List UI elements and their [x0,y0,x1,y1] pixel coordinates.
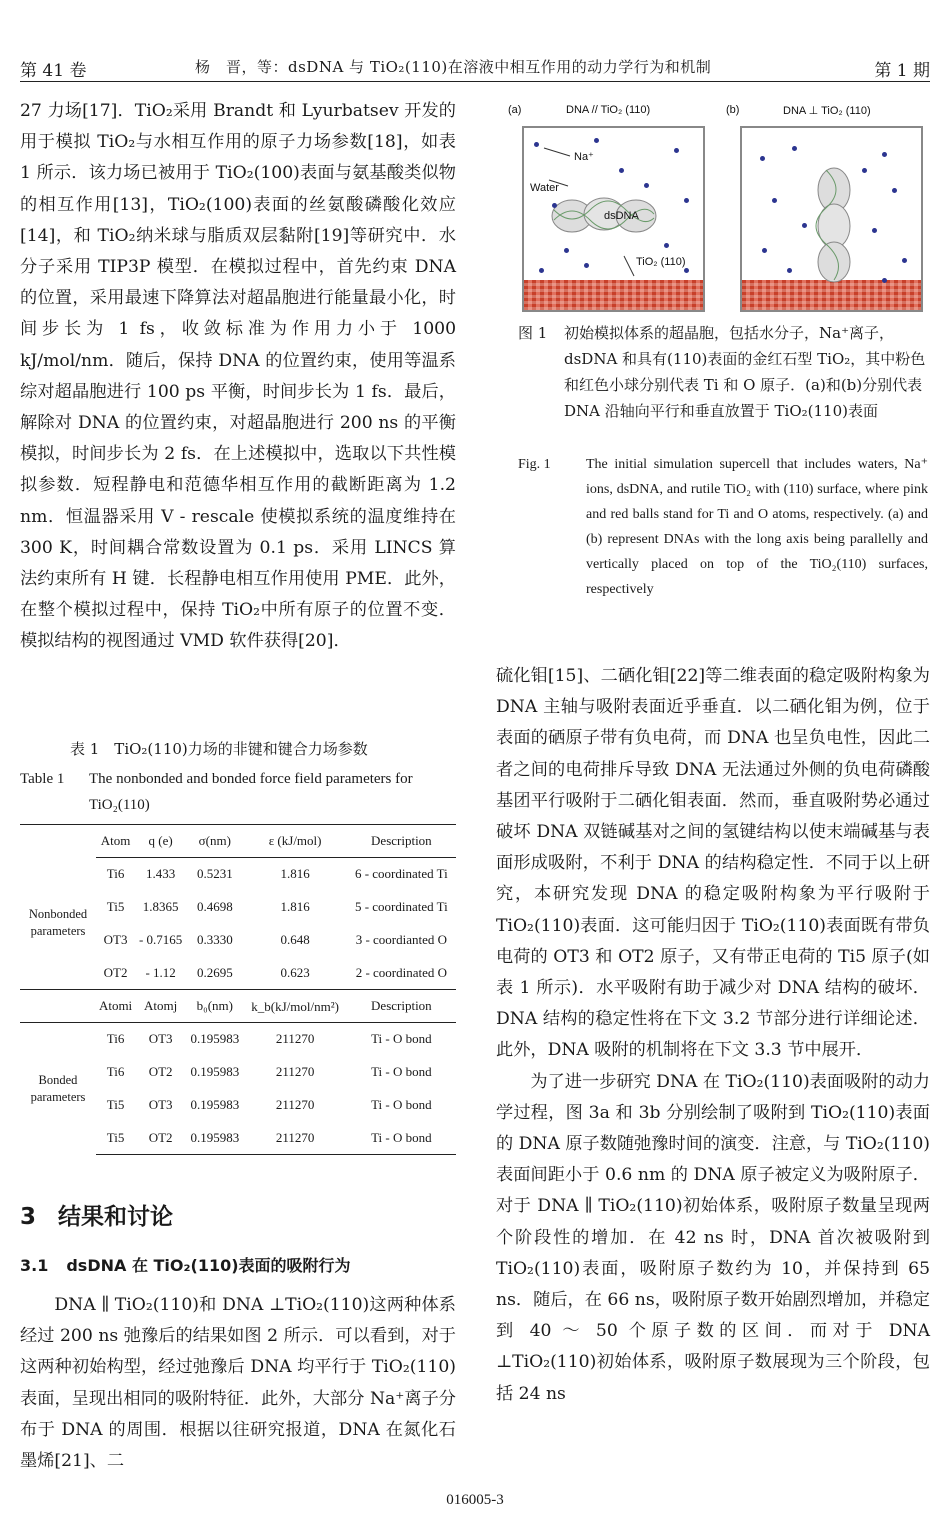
panel-a-label: (a) [508,104,522,116]
table-cell: Ti5 [106,899,125,914]
table-cell: Ti6 [96,1023,135,1056]
panel-a-title: DNA // TiO₂ (110) [566,104,651,116]
col-header: k_b(kJ/mol/nm²) [244,990,347,1023]
figure-caption-cn [518,320,928,424]
page-number: 016005-3 [446,1492,504,1508]
tio2-label: TiO₂ (110) [636,256,686,268]
water-label: Water [530,182,559,194]
col-header: Atomi [96,990,135,1023]
table-cell: 0.5231 [186,858,243,891]
table-cell: 0.648 [280,932,310,947]
volume-label: 第 41 卷 [20,61,87,81]
table-cell: 211270 [244,1122,347,1155]
table-cell: Ti6 [106,1064,125,1079]
table-header-row [20,825,456,858]
table-cell: 211270 [275,1064,315,1079]
panel-a [522,126,705,312]
col-header: Atomj [135,990,186,1023]
subsection-title: dsDNA 在 TiO₂(110)表面的吸附行为 [66,1256,351,1275]
table-cell: Ti6 [96,858,135,891]
subsection-heading [20,1253,351,1276]
section-title: 结果和讨论 [58,1204,174,1230]
panel-b-label: (b) [726,104,740,116]
table-cell: Ti - O bond [371,1097,432,1112]
table-cell: 1.816 [244,858,347,891]
figure-caption-text: 初始模拟体系的超晶胞，包括水分子，Na⁺离子，dsDNA 和具有(110)表面的金红石型 TiO₂，其中粉色和红色小球分别代表 Ti 和 O 原子．(a)和(b)分别代表 DNA 沿轴向平行和垂直放置于 TiO₂(110)表面 [564,324,926,420]
table-header-row [20,990,456,1023]
table-cell: OT3 [148,1097,173,1112]
section-heading [20,1198,173,1231]
row-group-label: Bonded parameters [20,1023,96,1155]
table-row [20,858,456,891]
row-group-label: Nonbonded parameters [28,907,88,939]
col-header: ε (kJ/mol) [244,825,347,858]
panel-b-title: DNA ⊥ TiO₂ (110) [783,105,871,117]
parameter-table [20,824,456,1155]
figure-caption-key: 图 1 [518,324,548,342]
table-cell: 5 - coordinated Ti [354,899,448,914]
table-cell: 0.195983 [186,1023,243,1056]
paragraph: 27 力场[17]．TiO₂采用 Brandt 和 Lyurbatsev 开发的用于模拟 TiO₂与水相互作用的原子力场参数[18]，如表 1 所示．该力场已被用于 TiO₂(100)表面与氨基酸类似物的相互作用[13]，TiO₂(100)表面的丝氨酸磷酸化效应[14]，和 TiO₂纳米球与脂质双层黏附[19]等研究中．水分子采用 TIP3P 模型．在模拟过程中，首先约束 DNA 的位置，采用最速下降算法对超晶胞进行能量最小化，时间步长为 1 fs，收敛标准为作用力小于 1000 kJ/mol/nm．随后，保持 DNA 的位置约束，使用等温系综对超晶胞进行 100 ps 平衡，时间步长为 1 fs．最后，解除对 DNA 的位置约束，对超晶胞进行 200 ns 的平衡模拟，时间步长为 2 fs．在上述模拟中，选取以下共性模拟参数．短程静电和范德华相互作用的截断距离为 1.2 nm．恒温器采用 V - rescale 使模拟系统的温度维持在 300 K，时间耦合常数设置为 0.1 ps．采用 LINCS 算法约束所有 H 键．长程静电相互作用使用 PME．此外，在整个模拟过程中，保持 TiO₂中所有原子的位置不变．模拟结构的视图通过 VMD 软件获得[20]． [20,101,456,652]
dsdna-label: dsDNA [604,210,639,222]
table-cell: OT2 [148,1064,173,1079]
table-caption-en: The nonbonded and bonded force field parameters for TiO₂(110) [89,771,413,813]
table-caption-cn: 表 1 TiO₂(110)力场的非键和键合力场参数 [70,740,368,758]
table-row [20,1023,456,1056]
table-cell: 2 - coordinated O [355,964,448,980]
running-title: 杨 晋，等：dsDNA 与 TiO₂(110)在溶液中相互作用的动力学行为和机制 [195,58,712,76]
table-cell: Ti5 [106,1097,125,1112]
table-cell: OT3 [103,932,128,947]
figure-caption-text: The initial simulation supercell that includes waters, Na⁺ ions, dsDNA, and rutile TiO₂ with (110) surface, where pink and red balls stand for Ti and O atoms, respectively. (a) and (b) represent DNAs with the long axis being parallelly and vertically placed on top of the TiO₂(110) surfaces, respectively [586,457,928,597]
table-cell: 0.4698 [196,899,233,914]
col-header: Description [347,825,456,858]
right-column [496,661,930,1410]
section-body [20,1290,456,1477]
table-cell: 0.2695 [196,964,233,980]
issue-label: 第 1 期 [874,61,930,81]
table-cell: 0.195983 [186,1122,243,1155]
table-cell: 0.623 [280,964,310,980]
paragraph: 硫化钼[15]、二硒化钼[22]等二维表面的稳定吸附构象为 DNA 主轴与吸附表面近乎垂直．以二硒化钼为例，位于表面的硒原子带有负电荷，而 DNA 也呈负电性，因此二者之间的电荷排斥导致 DNA 无法通过外侧的负电荷磷酸基团平行吸附于二硒化钼表面．然而，垂直吸附势必通过破坏 DNA 双链碱基对之间的氢键结构以使末端碱基与表面形成吸附，不利于 DNA 的结构稳定性．不同于以上研究，本研究发现 DNA 的稳定吸附构象为平行吸附于 TiO₂(110)表面．这可能归因于 TiO₂(110)表面既有带负电荷的 OT3 和 OT2 原子，又有带正电荷的 Ti5 原子(如表 1 所示)．水平吸附有助于减少对 DNA 结构的破坏．DNA 结构的稳定性将在下文 3.2 节部分进行详细论述．此外，DNA 吸附的机制将在下文 3.3 节中展开． [496,666,930,1061]
table-cell: - 1.12 [145,964,176,980]
na-label: Na⁺ [574,151,594,163]
section-number: 3 [20,1204,37,1230]
paragraph: DNA ∥ TiO₂(110)和 DNA ⊥TiO₂(110)这两种体系经过 200 ns 弛豫后的结果如图 2 所示．可以看到，对于这两种初始构型，经过弛豫后 DNA 均平行于 TiO₂(110)表面，呈现出相同的吸附特征．此外，大部分 Na⁺离子分布于 DNA 的周围．根据以往研究报道，DNA 在氮化石墨烯[21]、二 [20,1295,456,1472]
table-caption-en-key: Table 1 [20,771,65,787]
table-cell: OT2 [135,1122,186,1155]
table-cell: 211270 [275,1097,315,1112]
table-cell: Ti - O bond [347,1122,456,1155]
table-cell: Ti - O bond [371,1064,432,1079]
table-cell: 0.195983 [190,1097,240,1112]
col-header: Atom [96,825,135,858]
table-cell: 1.816 [280,899,310,914]
table-cell: 211270 [244,1023,347,1056]
col-header: σ(nm) [186,825,243,858]
figure-caption-en [518,452,928,602]
figure-1 [508,104,923,314]
col-header: Description [347,990,456,1023]
table-cell: OT3 [135,1023,186,1056]
table-cell: 0.3330 [196,932,233,947]
header-rule [20,81,930,82]
table-cell: - 0.7165 [138,932,183,947]
table-cell: 6 - coordinated Ti [347,858,456,891]
left-column [20,96,456,658]
col-header: b₀(nm) [186,990,243,1023]
table-cell: Ti - O bond [347,1023,456,1056]
table-cell: Ti5 [96,1122,135,1155]
table-cell: OT2 [103,964,128,980]
dna-helix-vertical [742,128,923,312]
subsection-number: 3.1 [20,1256,49,1275]
panel-b [740,126,923,312]
running-header [20,54,930,80]
paragraph: 为了进一步研究 DNA 在 TiO₂(110)表面吸附的动力学过程，图 3a 和 3b 分别绘制了吸附到 TiO₂(110)表面的 DNA 原子数随弛豫时间的演变．注意，与 TiO₂(110)表面间距小于 0.6 nm 的 DNA 原子被定义为吸附原子．对于 DNA ∥ TiO₂(110)初始体系，吸附原子数量呈现两个阶段性的增加．在 42 ns 时，DNA 首次被吸附到 TiO₂(110)表面，吸附原子数约为 10，并保持到 65 ns．随后，在 66 ns，吸附原子数开始剧烈增加，并稳定到 40 ～ 50 个原子数的区间．而对于 DNA ⊥TiO₂(110)初始体系，吸附原子数展现为三个阶段，包括 24 ns [496,1071,930,1404]
figure-caption-key: Fig. 1 [518,457,551,472]
table-cell: 1.433 [135,858,186,891]
col-header: q (e) [135,825,186,858]
table-cell: 1.8365 [142,899,179,914]
table-cell: 3 - coordianted O [355,932,448,947]
table-cell: 0.195983 [190,1064,240,1079]
